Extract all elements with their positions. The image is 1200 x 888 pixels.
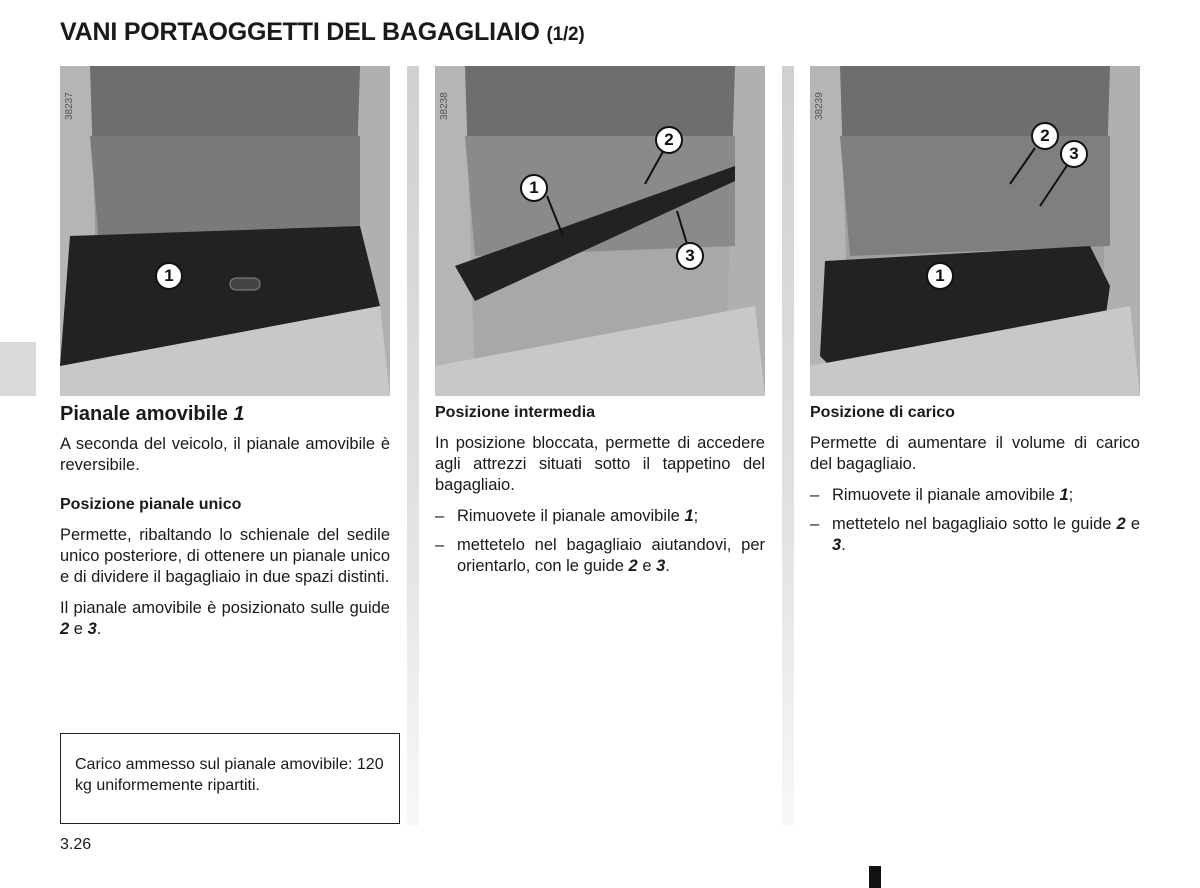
- section-heading: Posizione intermedia: [435, 404, 596, 421]
- column-divider: [782, 66, 794, 826]
- photo-ref: 38239: [814, 92, 825, 120]
- list-item: – mettetelo nel bagagliaio aiutandovi, per orientarlo, con le guide 2 e 3.: [435, 536, 765, 575]
- list-item: – Rimuovete il pianale amovibile 1;: [435, 507, 699, 525]
- photo-load-position: [810, 66, 1140, 396]
- photo-trunk-floor: [60, 66, 390, 396]
- photo-ref: 38237: [64, 92, 75, 120]
- print-mark: [869, 866, 881, 888]
- paragraph: Permette, ribaltando lo schienale del sedile unico posteriore, di ottenere un pianale unico e di dividere il bagagliaio in due spazi distinti.: [60, 526, 390, 586]
- chapter-tab: [0, 342, 36, 396]
- section-heading: Posizione di carico: [810, 404, 955, 421]
- callout-1: 1: [926, 262, 954, 290]
- column-removable-floor: [60, 402, 390, 650]
- intro-text: A seconda del veicolo, il pianale amovibile è reversibile.: [60, 435, 390, 474]
- photo-ref: 38238: [439, 92, 450, 120]
- callout-2: 2: [655, 126, 683, 154]
- trunk-illustration: [435, 66, 765, 396]
- callout-1: 1: [155, 262, 183, 290]
- column-divider: [407, 66, 419, 826]
- section-heading: Pianale amovibile 1: [60, 403, 245, 425]
- list-item: – mettetelo nel bagagliaio sotto le guide 2 e 3.: [810, 515, 1140, 554]
- page-number: 3.26: [60, 836, 92, 853]
- column-intermediate: [435, 402, 765, 585]
- load-note-box: Carico ammesso sul pianale amovibile: 120 kg uniformemente ripartiti.: [60, 733, 400, 824]
- photo-intermediate: [435, 66, 765, 396]
- sub-heading: Posizione pianale unico: [60, 496, 242, 513]
- paragraph: Permette di aumentare il volume di carico del bagagliaio.: [810, 434, 1140, 473]
- callout-2: 2: [1031, 122, 1059, 150]
- column-load-position: [810, 402, 1140, 564]
- trunk-illustration: [60, 66, 390, 396]
- trunk-illustration: [810, 66, 1140, 396]
- page-title: VANI PORTAOGGETTI DEL BAGAGLIAIO (1/2): [60, 18, 585, 46]
- paragraph: In posizione bloccata, permette di accedere agli attrezzi situati sotto il tappetino del bagagliaio.: [435, 434, 765, 494]
- list-item: – Rimuovete il pianale amovibile 1;: [810, 486, 1074, 504]
- callout-1: 1: [520, 174, 548, 202]
- paragraph: Il pianale amovibile è posizionato sulle guide 2 e 3.: [60, 599, 390, 638]
- callout-3: 3: [676, 242, 704, 270]
- callout-3: 3: [1060, 140, 1088, 168]
